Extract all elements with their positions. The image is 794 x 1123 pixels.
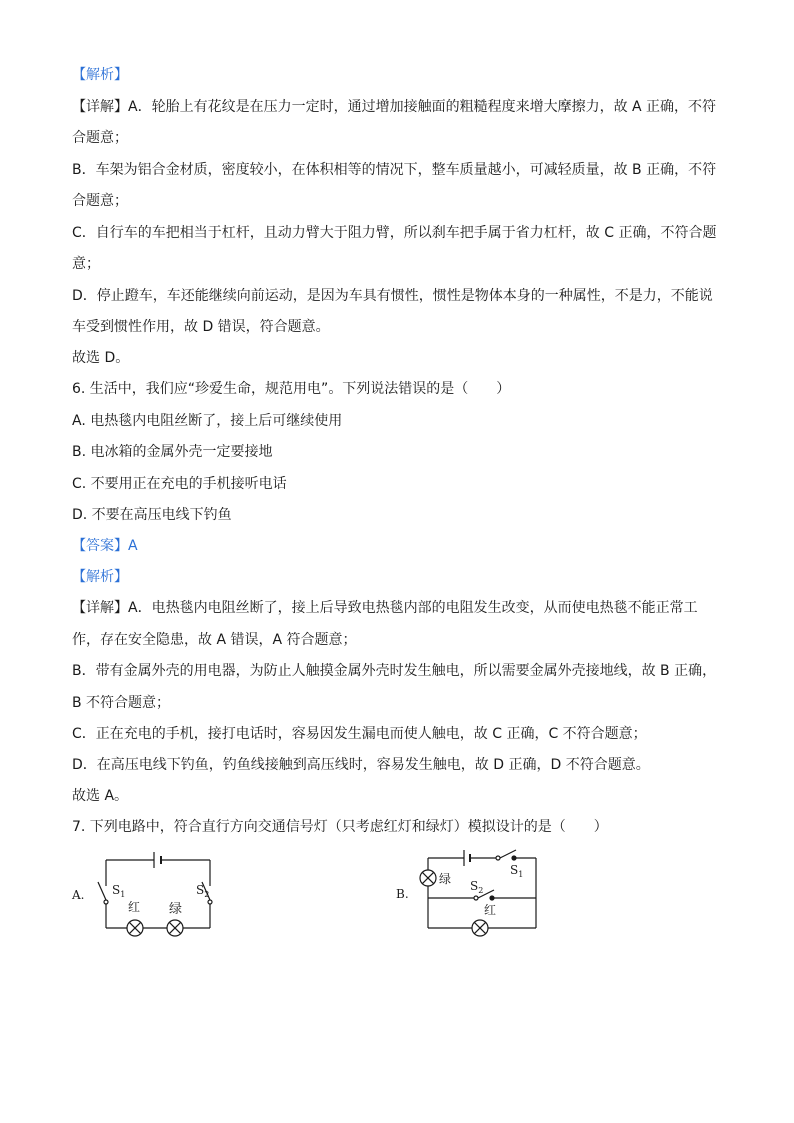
analysis-heading: 【解析】: [72, 569, 128, 585]
conclusion-line: 故选 D。: [72, 350, 130, 366]
explanation-line: D．停止蹬车，车还能继续向前运动，是因为车具有惯性，惯性是物体本身的一种属性，不是力，不能说: [72, 288, 713, 304]
answer-line: 【答案】A: [72, 538, 138, 554]
question-7-stem: 7. 下列电路中，符合直行方向交通信号灯（只考虑红灯和绿灯）模拟设计的是（ ）: [72, 819, 608, 835]
green-lamp-label: 绿: [439, 872, 452, 886]
explanation-line: C．正在充电的手机，接打电话时，容易因发生漏电而使人触电，故 C 正确，C 不符合题意；: [72, 726, 647, 742]
circuit-diagram-a: [66, 846, 226, 942]
explanation-line: B．车架为铝合金材质，密度较小，在体积相等的情况下，整车质量越小，可减轻质量，故 B 正确，不符: [72, 162, 717, 178]
switch-s1: [496, 850, 516, 860]
option-a-label: A.: [72, 888, 85, 902]
s2-label: $S_2$: [470, 879, 484, 895]
explanation-line: 【详解】A．轮胎上有花纹是在压力一定时，通过增加接触面的粗糙程度来增大摩擦力，故 A 正确，不符: [72, 99, 717, 115]
s2-label: $S_2$: [196, 883, 210, 899]
conclusion-line: 故选 A。: [72, 788, 129, 804]
explanation-line: B．带有金属外壳的用电器，为防止人触摸金属外壳时发生触电，所以需要金属外壳接地线，故 B 正确，: [72, 663, 717, 679]
explanation-line: 合题意；: [72, 193, 128, 209]
explanation-line: 意；: [72, 256, 100, 272]
red-lamp: [472, 920, 488, 936]
green-lamp: [420, 870, 436, 886]
explanation-line: 【详解】A．电热毯内电阻丝断了，接上后导致电热毯内部的电阻发生改变，从而使电热毯不能正常工: [72, 600, 698, 616]
red-lamp-label: 红: [484, 903, 497, 917]
circuit-diagram-b: [392, 846, 552, 942]
explanation-line: 车受到惯性作用，故 D 错误，符合题意。: [72, 319, 330, 335]
question-6-option-d: D. 不要在高压电线下钓鱼: [72, 507, 232, 523]
red-lamp: [127, 920, 143, 936]
green-lamp-label: 绿: [169, 902, 183, 917]
s1-label: $S_1$: [112, 883, 126, 899]
explanation-line: 合题意；: [72, 130, 128, 146]
green-lamp: [167, 920, 183, 936]
question-6-stem: 6. 生活中，我们应“珍爱生命，规范用电”。下列说法错误的是（ ）: [72, 381, 511, 397]
s1-label: $S_1$: [510, 863, 524, 879]
analysis-heading: 【解析】: [72, 67, 128, 83]
question-6-option-a: A. 电热毯内电阻丝断了，接上后可继续使用: [72, 413, 343, 429]
option-b-label: B.: [396, 887, 409, 901]
explanation-line: 作，存在安全隐患，故 A 错误，A 符合题意；: [72, 632, 357, 648]
question-6-option-b: B. 电冰箱的金属外壳一定要接地: [72, 444, 273, 460]
question-6-option-c: C. 不要用正在充电的手机接听电话: [72, 476, 287, 492]
explanation-line: C．自行车的车把相当于杠杆，且动力臂大于阻力臂，所以刹车把手属于省力杠杆，故 C 正确，不符合题: [72, 225, 717, 241]
explanation-line: B 不符合题意；: [72, 695, 171, 711]
red-lamp-label: 红: [128, 900, 141, 914]
explanation-line: D．在高压电线下钓鱼，钓鱼线接触到高压线时，容易发生触电，故 D 正确，D 不符合题意。: [72, 757, 650, 773]
